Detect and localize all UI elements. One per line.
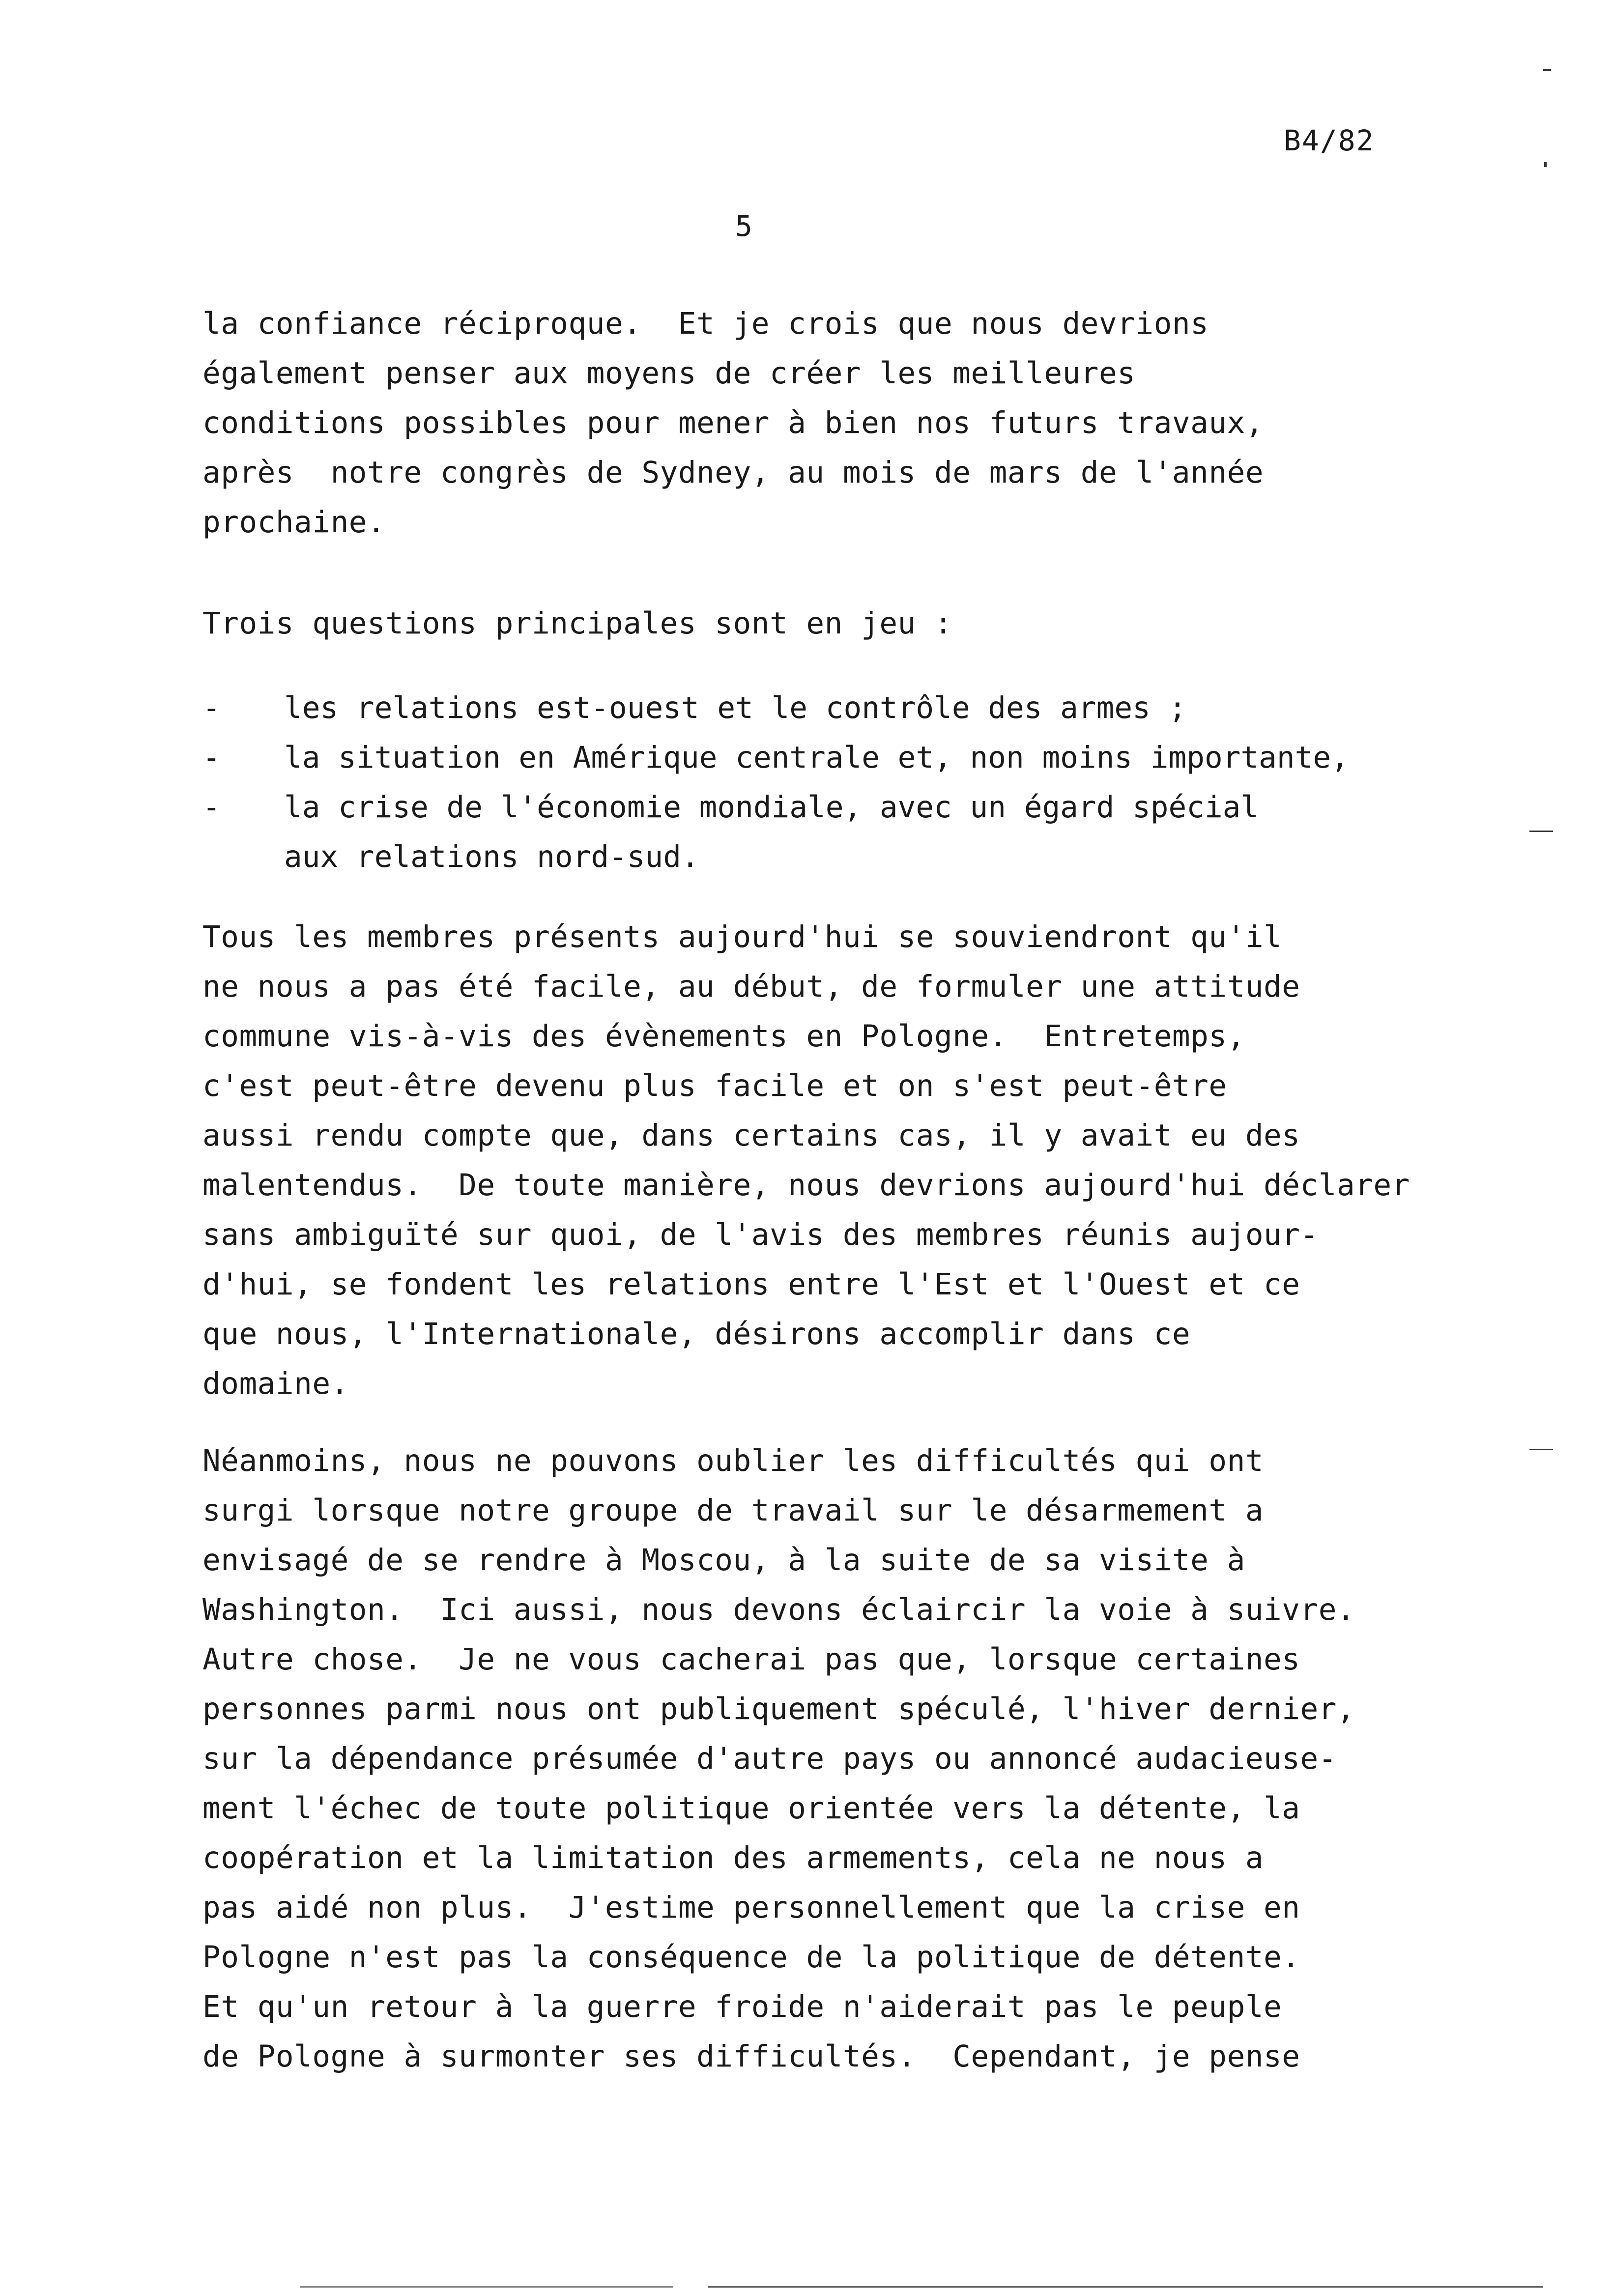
- text-line: Trois questions principales sont en jeu :: [202, 606, 953, 641]
- text-line: malentendus. De toute manière, nous devrions aujourd'hui déclarer: [202, 1168, 1410, 1203]
- paragraph-4: [202, 1436, 1355, 2081]
- text-line: surgi lorsque notre groupe de travail sur le désarmement a: [202, 1493, 1264, 1528]
- bullet-dash: -: [202, 740, 221, 775]
- text-line: sur la dépendance présumée d'autre pays ou annoncé audacieuse-: [202, 1741, 1337, 1776]
- text-line: envisagé de se rendre à Moscou, à la suite de sa visite à: [202, 1543, 1245, 1578]
- list-item: [202, 782, 1349, 882]
- text-line: que nous, l'Internationale, désirons accomplir dans ce: [202, 1317, 1191, 1351]
- text-line: Et qu'un retour à la guerre froide n'aiderait pas le peuple: [202, 1989, 1282, 2024]
- text-line: aux relations nord-sud.: [284, 839, 699, 874]
- text-line: les relations est-ouest et le contrôle des armes ;: [284, 690, 1187, 725]
- bullet-dash: -: [202, 690, 221, 725]
- text-line: Tous les membres présents aujourd'hui se souviendront qu'il: [202, 919, 1282, 954]
- scan-mark: [1543, 69, 1551, 71]
- text-line: prochaine.: [202, 505, 386, 540]
- text-line: sans ambiguïté sur quoi, de l'avis des membres réunis aujour-: [202, 1217, 1319, 1252]
- bullet-list: [202, 683, 1349, 882]
- scan-mark: [1529, 1449, 1553, 1450]
- text-line: Washington. Ici aussi, nous devons éclaircir la voie à suivre.: [202, 1592, 1355, 1627]
- text-line: également penser aux moyens de créer les meilleures: [202, 356, 1136, 391]
- text-line: coopération et la limitation des armements, cela ne nous a: [202, 1840, 1264, 1875]
- scan-edge-line: [300, 2286, 673, 2288]
- text-line: après notre congrès de Sydney, au mois de mars de l'année: [202, 455, 1264, 490]
- text-line: conditions possibles pour mener à bien nos futurs travaux,: [202, 405, 1264, 440]
- text-line: commune vis-à-vis des évènements en Pologne. Entretemps,: [202, 1019, 1245, 1054]
- scan-edge-line: [708, 2286, 1543, 2288]
- paragraph-2: [202, 599, 952, 648]
- text-line: de Pologne à surmonter ses difficultés. Cependant, je pense: [202, 2039, 1300, 2074]
- text-line: domaine.: [202, 1366, 349, 1401]
- text-line: ment l'échec de toute politique orientée vers la détente, la: [202, 1791, 1300, 1826]
- text-line: Autre chose. Je ne vous cacherai pas que, lorsque certaines: [202, 1642, 1300, 1677]
- text-line: aussi rendu compte que, dans certains cas, il y avait eu des: [202, 1118, 1300, 1153]
- bullet-dash: -: [202, 790, 221, 825]
- text-line: Néanmoins, nous ne pouvons oublier les difficultés qui ont: [202, 1443, 1264, 1478]
- text-line: c'est peut-être devenu plus facile et on s'est peut-être: [202, 1068, 1227, 1103]
- text-line: d'hui, se fondent les relations entre l'Est et l'Ouest et ce: [202, 1267, 1300, 1302]
- scan-mark: [1544, 162, 1547, 167]
- page-number: 5: [735, 209, 752, 243]
- text-line: personnes parmi nous ont publiquement spéculé, l'hiver dernier,: [202, 1692, 1355, 1726]
- text-line: Pologne n'est pas la conséquence de la politique de détente.: [202, 1940, 1300, 1975]
- text-line: la crise de l'économie mondiale, avec un égard spécial: [284, 790, 1259, 825]
- paragraph-1: [202, 299, 1264, 547]
- text-line: la situation en Amérique centrale et, non moins importante,: [284, 740, 1349, 775]
- text-line: la confiance réciproque. Et je crois que nous devrions: [202, 306, 1209, 341]
- document-reference: B4/82: [1284, 124, 1375, 157]
- list-item: [202, 683, 1349, 733]
- list-item: [202, 733, 1349, 782]
- scan-mark: [1529, 831, 1553, 832]
- text-line: ne nous a pas été facile, au début, de formuler une attitude: [202, 969, 1300, 1004]
- paragraph-3: [202, 912, 1410, 1408]
- text-line: pas aidé non plus. J'estime personnellement que la crise en: [202, 1890, 1300, 1925]
